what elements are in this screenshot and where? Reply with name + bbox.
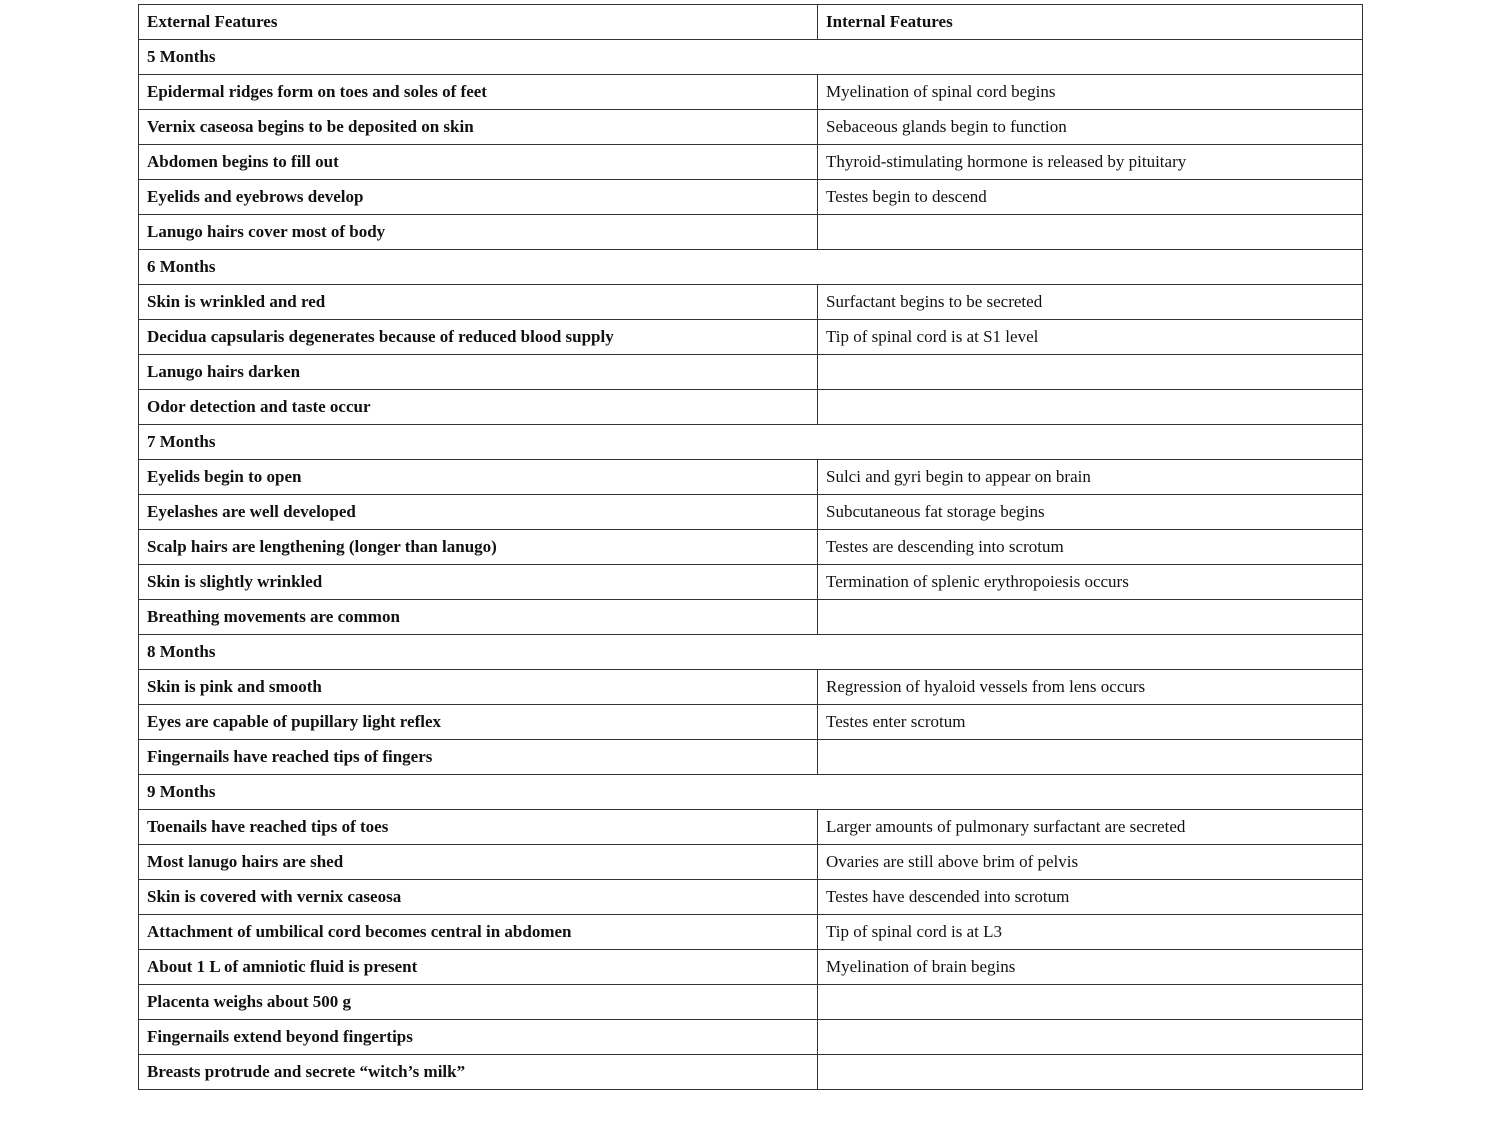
external-feature-cell: Skin is covered with vernix caseosa xyxy=(139,880,818,915)
internal-feature-cell: Tip of spinal cord is at L3 xyxy=(818,915,1363,950)
table-row xyxy=(139,810,1363,845)
internal-feature-cell: Sulci and gyri begin to appear on brain xyxy=(818,460,1363,495)
section-title: 7 Months xyxy=(139,425,1363,460)
internal-feature-cell: Testes begin to descend xyxy=(818,180,1363,215)
internal-feature-cell: Surfactant begins to be secreted xyxy=(818,285,1363,320)
table-row xyxy=(139,495,1363,530)
section-row xyxy=(139,775,1363,810)
table-row xyxy=(139,845,1363,880)
table-row xyxy=(139,460,1363,495)
internal-feature-cell: Termination of splenic erythropoiesis occurs xyxy=(818,565,1363,600)
section-row xyxy=(139,635,1363,670)
internal-feature-cell xyxy=(818,215,1363,250)
internal-feature-cell: Ovaries are still above brim of pelvis xyxy=(818,845,1363,880)
external-feature-cell: Scalp hairs are lengthening (longer than lanugo) xyxy=(139,530,818,565)
section-title: 9 Months xyxy=(139,775,1363,810)
table-row xyxy=(139,670,1363,705)
internal-feature-cell: Regression of hyaloid vessels from lens occurs xyxy=(818,670,1363,705)
external-feature-cell: Fingernails extend beyond fingertips xyxy=(139,1020,818,1055)
external-feature-cell: Skin is pink and smooth xyxy=(139,670,818,705)
section-title: 6 Months xyxy=(139,250,1363,285)
external-feature-cell: Lanugo hairs darken xyxy=(139,355,818,390)
internal-feature-cell xyxy=(818,1055,1363,1090)
internal-feature-cell: Myelination of brain begins xyxy=(818,950,1363,985)
internal-feature-cell xyxy=(818,740,1363,775)
internal-feature-cell: Thyroid-stimulating hormone is released by pituitary xyxy=(818,145,1363,180)
table-row xyxy=(139,110,1363,145)
external-feature-cell: Placenta weighs about 500 g xyxy=(139,985,818,1020)
external-feature-cell: Fingernails have reached tips of fingers xyxy=(139,740,818,775)
section-row xyxy=(139,40,1363,75)
section-title: 5 Months xyxy=(139,40,1363,75)
internal-feature-cell xyxy=(818,600,1363,635)
table-row xyxy=(139,320,1363,355)
table-row xyxy=(139,530,1363,565)
table-row xyxy=(139,565,1363,600)
external-feature-cell: Breasts protrude and secrete “witch’s milk” xyxy=(139,1055,818,1090)
table-row xyxy=(139,75,1363,110)
external-feature-cell: Eyelids begin to open xyxy=(139,460,818,495)
table-row xyxy=(139,145,1363,180)
internal-feature-cell xyxy=(818,390,1363,425)
external-feature-cell: Toenails have reached tips of toes xyxy=(139,810,818,845)
external-feature-cell: Attachment of umbilical cord becomes central in abdomen xyxy=(139,915,818,950)
external-feature-cell: Eyelashes are well developed xyxy=(139,495,818,530)
table-row xyxy=(139,950,1363,985)
table-row xyxy=(139,740,1363,775)
header-row xyxy=(139,5,1363,40)
external-feature-cell: Breathing movements are common xyxy=(139,600,818,635)
internal-feature-cell: Tip of spinal cord is at S1 level xyxy=(818,320,1363,355)
external-feature-cell: Abdomen begins to fill out xyxy=(139,145,818,180)
internal-feature-cell: Testes are descending into scrotum xyxy=(818,530,1363,565)
section-row xyxy=(139,250,1363,285)
table-row xyxy=(139,1055,1363,1090)
external-feature-cell: Skin is slightly wrinkled xyxy=(139,565,818,600)
section-title: 8 Months xyxy=(139,635,1363,670)
external-feature-cell: Eyelids and eyebrows develop xyxy=(139,180,818,215)
table-row xyxy=(139,880,1363,915)
fetal-development-table-container xyxy=(138,4,1362,1090)
table-row xyxy=(139,1020,1363,1055)
internal-feature-cell: Myelination of spinal cord begins xyxy=(818,75,1363,110)
fetal-development-table xyxy=(138,4,1363,1090)
external-feature-cell: Skin is wrinkled and red xyxy=(139,285,818,320)
external-feature-cell: Decidua capsularis degenerates because of reduced blood supply xyxy=(139,320,818,355)
internal-feature-cell: Larger amounts of pulmonary surfactant are secreted xyxy=(818,810,1363,845)
table-row xyxy=(139,390,1363,425)
table-row xyxy=(139,915,1363,950)
header-internal-features: Internal Features xyxy=(818,5,1363,40)
external-feature-cell: About 1 L of amniotic fluid is present xyxy=(139,950,818,985)
external-feature-cell: Eyes are capable of pupillary light reflex xyxy=(139,705,818,740)
table-row xyxy=(139,355,1363,390)
internal-feature-cell xyxy=(818,985,1363,1020)
internal-feature-cell xyxy=(818,355,1363,390)
internal-feature-cell: Testes have descended into scrotum xyxy=(818,880,1363,915)
section-row xyxy=(139,425,1363,460)
external-feature-cell: Vernix caseosa begins to be deposited on skin xyxy=(139,110,818,145)
external-feature-cell: Lanugo hairs cover most of body xyxy=(139,215,818,250)
header-external-features: External Features xyxy=(139,5,818,40)
internal-feature-cell: Sebaceous glands begin to function xyxy=(818,110,1363,145)
table-body xyxy=(139,40,1363,1090)
internal-feature-cell: Testes enter scrotum xyxy=(818,705,1363,740)
internal-feature-cell xyxy=(818,1020,1363,1055)
table-row xyxy=(139,180,1363,215)
table-row xyxy=(139,215,1363,250)
table-row xyxy=(139,285,1363,320)
table-row xyxy=(139,705,1363,740)
table-row xyxy=(139,985,1363,1020)
external-feature-cell: Most lanugo hairs are shed xyxy=(139,845,818,880)
external-feature-cell: Odor detection and taste occur xyxy=(139,390,818,425)
internal-feature-cell: Subcutaneous fat storage begins xyxy=(818,495,1363,530)
external-feature-cell: Epidermal ridges form on toes and soles of feet xyxy=(139,75,818,110)
table-row xyxy=(139,600,1363,635)
